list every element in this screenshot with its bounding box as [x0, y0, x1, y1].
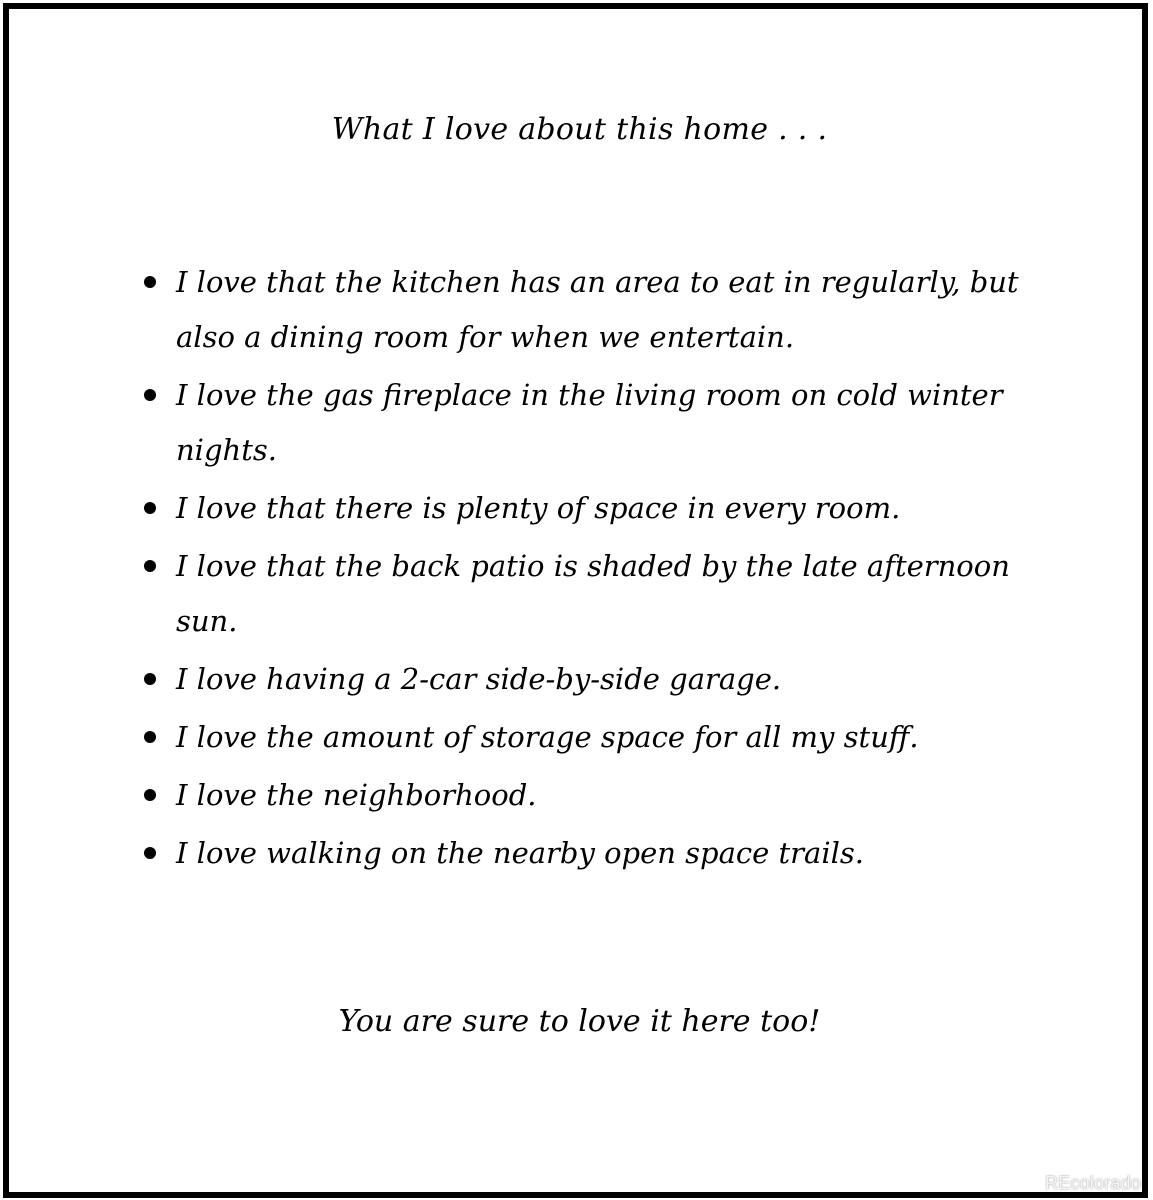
bullet-icon — [144, 560, 156, 572]
list-item — [134, 826, 1054, 881]
list-item-text: I love having a 2-car side-by-side garage. — [176, 662, 782, 696]
bullet-icon — [144, 276, 156, 288]
list-item — [134, 710, 1054, 765]
list-item — [134, 768, 1054, 823]
list-item-text: I love that the back patio is shaded by the late afternoon sun. — [176, 549, 1010, 638]
closing-line: You are sure to love it here too! — [338, 1004, 821, 1039]
list-item-text: I love the amount of storage space for all my stuff. — [176, 720, 919, 754]
list-item-text: I love the gas fireplace in the living room on cold winter nights. — [176, 378, 1003, 467]
list-item — [134, 539, 1054, 649]
list-item — [134, 255, 1054, 365]
list-item-text: I love the neighborhood. — [176, 778, 537, 812]
bullet-icon — [144, 731, 156, 743]
list-item — [134, 481, 1054, 536]
bullet-icon — [144, 502, 156, 514]
list-item — [134, 368, 1054, 478]
watermark-logo: REcolorado — [1044, 1173, 1141, 1193]
list-item — [134, 652, 1054, 707]
page-title: What I love about this home . . . — [331, 112, 828, 147]
document-frame — [3, 3, 1148, 1198]
bullet-icon — [144, 673, 156, 685]
bullet-icon — [144, 389, 156, 401]
list-item-text: I love that there is plenty of space in every room. — [176, 491, 901, 525]
bullet-icon — [144, 789, 156, 801]
bullet-icon — [144, 847, 156, 859]
list-item-text: I love that the kitchen has an area to eat in regularly, but also a dining room for when we entertain. — [176, 265, 1019, 354]
list-item-text: I love walking on the nearby open space trails. — [176, 836, 864, 870]
love-list — [134, 255, 1054, 884]
